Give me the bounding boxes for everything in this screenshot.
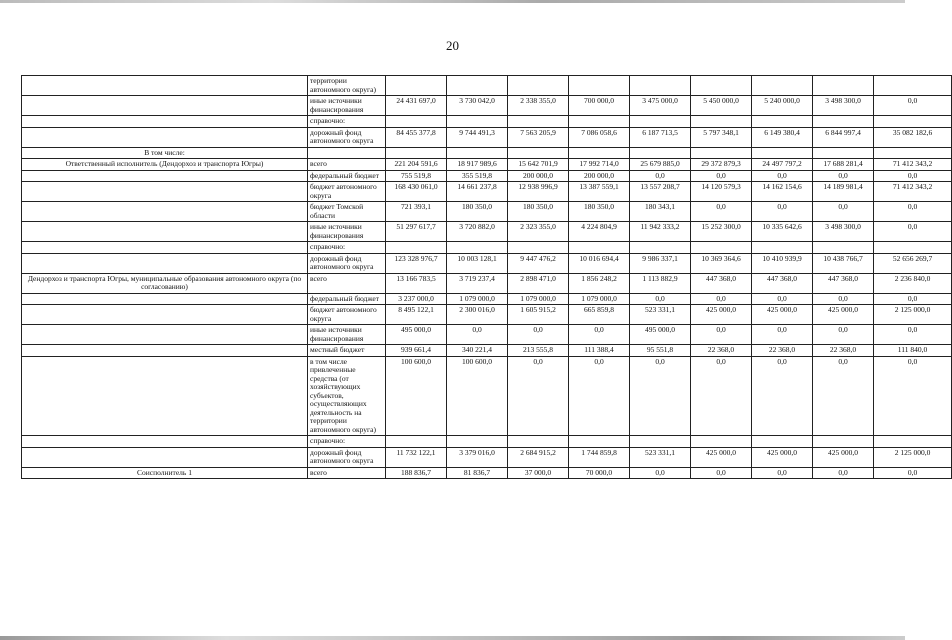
value-cell: 51 297 617,7 <box>386 222 447 242</box>
value-cell: 221 204 591,6 <box>386 159 447 171</box>
value-cell: 18 917 989,6 <box>447 159 508 171</box>
executor-cell: Соисполнитель 1 <box>22 467 308 479</box>
value-cell: 2 338 355,0 <box>508 96 569 116</box>
executor-cell: Ответственный исполнитель (Дендорхоз и транспорта Югры) <box>22 159 308 171</box>
funding-source-cell: иные источники финансирования <box>308 325 386 345</box>
value-cell: 6 149 380,4 <box>752 127 813 147</box>
table-row <box>22 159 952 171</box>
funding-source-cell: дорожный фонд автономного округа <box>308 127 386 147</box>
value-cell <box>508 436 569 448</box>
value-cell: 2 125 000,0 <box>874 447 952 467</box>
value-cell <box>569 436 630 448</box>
value-cell: 188 836,7 <box>386 467 447 479</box>
value-cell: 37 000,0 <box>508 467 569 479</box>
value-cell <box>813 436 874 448</box>
value-cell: 0,0 <box>691 356 752 436</box>
value-cell: 523 331,1 <box>630 305 691 325</box>
value-cell <box>630 242 691 254</box>
executor-cell <box>22 293 308 305</box>
value-cell: 180 343,1 <box>630 202 691 222</box>
value-cell: 0,0 <box>691 325 752 345</box>
value-cell: 2 300 016,0 <box>447 305 508 325</box>
value-cell: 0,0 <box>874 293 952 305</box>
table-row <box>22 253 952 273</box>
value-cell: 8 495 122,1 <box>386 305 447 325</box>
executor-cell <box>22 127 308 147</box>
value-cell: 4 224 804,9 <box>569 222 630 242</box>
value-cell: 200 000,0 <box>508 170 569 182</box>
funding-source-cell: справочно: <box>308 242 386 254</box>
value-cell: 447 368,0 <box>813 273 874 293</box>
funding-source-cell: дорожный фонд автономного округа <box>308 447 386 467</box>
value-cell: 22 368,0 <box>691 345 752 357</box>
value-cell <box>447 436 508 448</box>
value-cell: 0,0 <box>874 356 952 436</box>
table-row <box>22 127 952 147</box>
value-cell <box>447 147 508 159</box>
value-cell <box>447 242 508 254</box>
value-cell: 1 113 882,9 <box>630 273 691 293</box>
value-cell: 0,0 <box>874 467 952 479</box>
value-cell: 25 679 885,0 <box>630 159 691 171</box>
value-cell: 9 744 491,3 <box>447 127 508 147</box>
value-cell: 1 605 915,2 <box>508 305 569 325</box>
value-cell: 14 189 981,4 <box>813 182 874 202</box>
funding-source-cell: бюджет Томской области <box>308 202 386 222</box>
value-cell: 495 000,0 <box>630 325 691 345</box>
value-cell <box>569 116 630 128</box>
value-cell <box>569 76 630 96</box>
value-cell: 0,0 <box>569 325 630 345</box>
executor-cell <box>22 170 308 182</box>
value-cell: 425 000,0 <box>691 447 752 467</box>
value-cell: 1 079 000,0 <box>447 293 508 305</box>
value-cell: 84 455 377,8 <box>386 127 447 147</box>
value-cell: 70 000,0 <box>569 467 630 479</box>
table-row <box>22 76 952 96</box>
value-cell <box>874 116 952 128</box>
funding-source-cell: федеральный бюджет <box>308 293 386 305</box>
funding-source-cell: иные источники финансирования <box>308 96 386 116</box>
value-cell: 2 323 355,0 <box>508 222 569 242</box>
value-cell: 0,0 <box>813 170 874 182</box>
executor-cell <box>22 202 308 222</box>
value-cell: 14 661 237,8 <box>447 182 508 202</box>
value-cell: 10 410 939,9 <box>752 253 813 273</box>
table-row <box>22 293 952 305</box>
value-cell: 0,0 <box>813 356 874 436</box>
table-row <box>22 467 952 479</box>
value-cell: 0,0 <box>813 325 874 345</box>
executor-cell <box>22 356 308 436</box>
value-cell: 5 797 348,1 <box>691 127 752 147</box>
value-cell: 0,0 <box>691 467 752 479</box>
value-cell <box>752 436 813 448</box>
value-cell <box>691 242 752 254</box>
value-cell: 123 328 976,7 <box>386 253 447 273</box>
funding-source-cell <box>308 147 386 159</box>
table-row <box>22 96 952 116</box>
value-cell <box>508 76 569 96</box>
executor-cell <box>22 222 308 242</box>
executor-cell <box>22 325 308 345</box>
value-cell <box>386 147 447 159</box>
value-cell: 10 003 128,1 <box>447 253 508 273</box>
table-row <box>22 273 952 293</box>
value-cell <box>691 116 752 128</box>
value-cell: 5 240 000,0 <box>752 96 813 116</box>
value-cell: 425 000,0 <box>691 305 752 325</box>
value-cell: 1 856 248,2 <box>569 273 630 293</box>
value-cell <box>874 436 952 448</box>
value-cell: 3 237 000,0 <box>386 293 447 305</box>
value-cell: 0,0 <box>752 467 813 479</box>
value-cell: 447 368,0 <box>691 273 752 293</box>
table-row <box>22 356 952 436</box>
value-cell: 180 350,0 <box>447 202 508 222</box>
value-cell: 0,0 <box>691 202 752 222</box>
value-cell: 9 447 476,2 <box>508 253 569 273</box>
value-cell: 213 555,8 <box>508 345 569 357</box>
value-cell: 11 942 333,2 <box>630 222 691 242</box>
value-cell <box>508 116 569 128</box>
executor-cell <box>22 447 308 467</box>
value-cell <box>874 76 952 96</box>
value-cell: 0,0 <box>630 170 691 182</box>
value-cell: 1 079 000,0 <box>508 293 569 305</box>
value-cell: 17 688 281,4 <box>813 159 874 171</box>
value-cell <box>386 76 447 96</box>
value-cell: 425 000,0 <box>752 305 813 325</box>
value-cell <box>569 242 630 254</box>
table-row <box>22 202 952 222</box>
value-cell: 0,0 <box>813 293 874 305</box>
value-cell: 180 350,0 <box>508 202 569 222</box>
value-cell <box>752 242 813 254</box>
value-cell: 2 125 000,0 <box>874 305 952 325</box>
value-cell <box>386 436 447 448</box>
executor-cell <box>22 242 308 254</box>
value-cell <box>691 147 752 159</box>
value-cell: 755 519,8 <box>386 170 447 182</box>
value-cell: 2 236 840,0 <box>874 273 952 293</box>
executor-cell <box>22 182 308 202</box>
value-cell: 3 720 882,0 <box>447 222 508 242</box>
value-cell: 13 166 783,5 <box>386 273 447 293</box>
funding-source-cell: справочно: <box>308 436 386 448</box>
scan-edge-bottom <box>0 636 905 640</box>
value-cell: 0,0 <box>630 293 691 305</box>
value-cell <box>630 116 691 128</box>
executor-cell <box>22 436 308 448</box>
value-cell: 52 656 269,7 <box>874 253 952 273</box>
value-cell: 425 000,0 <box>813 305 874 325</box>
table-row <box>22 116 952 128</box>
executor-cell <box>22 116 308 128</box>
funding-source-cell: справочно: <box>308 116 386 128</box>
value-cell: 10 438 766,7 <box>813 253 874 273</box>
table-row <box>22 305 952 325</box>
value-cell: 14 120 579,3 <box>691 182 752 202</box>
executor-cell <box>22 76 308 96</box>
value-cell: 0,0 <box>752 325 813 345</box>
value-cell: 9 986 337,1 <box>630 253 691 273</box>
value-cell: 0,0 <box>874 96 952 116</box>
value-cell: 0,0 <box>447 325 508 345</box>
value-cell <box>752 76 813 96</box>
value-cell: 22 368,0 <box>813 345 874 357</box>
value-cell: 0,0 <box>508 356 569 436</box>
value-cell: 0,0 <box>813 202 874 222</box>
value-cell: 15 252 300,0 <box>691 222 752 242</box>
value-cell: 0,0 <box>691 170 752 182</box>
value-cell: 111 840,0 <box>874 345 952 357</box>
executor-cell <box>22 96 308 116</box>
value-cell: 523 331,1 <box>630 447 691 467</box>
value-cell: 12 938 996,9 <box>508 182 569 202</box>
value-cell <box>813 242 874 254</box>
value-cell: 0,0 <box>569 356 630 436</box>
value-cell: 665 859,8 <box>569 305 630 325</box>
value-cell: 6 187 713,5 <box>630 127 691 147</box>
value-cell: 0,0 <box>874 202 952 222</box>
page-number: 20 <box>446 38 459 53</box>
value-cell <box>813 116 874 128</box>
executor-cell: Дендорхоз и транспорта Югры, муниципальные образования автономного округа (по согласованию) <box>22 273 308 293</box>
value-cell: 100 600,0 <box>447 356 508 436</box>
value-cell: 10 335 642,6 <box>752 222 813 242</box>
value-cell: 24 431 697,0 <box>386 96 447 116</box>
value-cell <box>630 436 691 448</box>
value-cell: 355 519,8 <box>447 170 508 182</box>
value-cell <box>874 242 952 254</box>
value-cell: 11 732 122,1 <box>386 447 447 467</box>
value-cell <box>691 436 752 448</box>
funding-source-cell: местный бюджет <box>308 345 386 357</box>
executor-cell <box>22 305 308 325</box>
value-cell: 24 497 797,2 <box>752 159 813 171</box>
table-row <box>22 147 952 159</box>
funding-source-cell: всего <box>308 159 386 171</box>
table-row <box>22 182 952 202</box>
value-cell: 721 393,1 <box>386 202 447 222</box>
funding-source-cell: всего <box>308 467 386 479</box>
value-cell <box>752 116 813 128</box>
value-cell: 0,0 <box>752 170 813 182</box>
value-cell: 3 498 300,0 <box>813 96 874 116</box>
value-cell <box>447 116 508 128</box>
value-cell: 0,0 <box>752 356 813 436</box>
value-cell: 13 557 208,7 <box>630 182 691 202</box>
value-cell <box>752 147 813 159</box>
value-cell: 17 992 714,0 <box>569 159 630 171</box>
value-cell: 2 898 471,0 <box>508 273 569 293</box>
value-cell <box>691 76 752 96</box>
value-cell: 81 836,7 <box>447 467 508 479</box>
value-cell: 6 844 997,4 <box>813 127 874 147</box>
value-cell: 425 000,0 <box>752 447 813 467</box>
value-cell <box>630 147 691 159</box>
funding-source-cell: всего <box>308 273 386 293</box>
value-cell: 939 661,4 <box>386 345 447 357</box>
value-cell: 0,0 <box>630 356 691 436</box>
funding-source-cell: бюджет автономного округа <box>308 182 386 202</box>
value-cell: 447 368,0 <box>752 273 813 293</box>
value-cell: 29 372 879,3 <box>691 159 752 171</box>
value-cell <box>813 147 874 159</box>
scan-edge-top <box>0 0 905 3</box>
value-cell: 3 475 000,0 <box>630 96 691 116</box>
value-cell: 0,0 <box>874 325 952 345</box>
funding-source-cell: иные источники финансирования <box>308 222 386 242</box>
value-cell: 100 600,0 <box>386 356 447 436</box>
funding-source-cell: в том числе привлеченные средства (от хозяйствующих субъектов, осуществляющих деятельность на территории автономного округа) <box>308 356 386 436</box>
value-cell <box>874 147 952 159</box>
executor-cell <box>22 345 308 357</box>
table-row <box>22 222 952 242</box>
value-cell <box>386 242 447 254</box>
value-cell: 0,0 <box>752 293 813 305</box>
executor-cell <box>22 253 308 273</box>
value-cell: 495 000,0 <box>386 325 447 345</box>
value-cell: 1 744 859,8 <box>569 447 630 467</box>
value-cell: 95 551,8 <box>630 345 691 357</box>
value-cell: 3 379 016,0 <box>447 447 508 467</box>
value-cell: 168 430 061,0 <box>386 182 447 202</box>
value-cell: 700 000,0 <box>569 96 630 116</box>
funding-source-cell: федеральный бюджет <box>308 170 386 182</box>
value-cell: 0,0 <box>630 467 691 479</box>
table-row <box>22 170 952 182</box>
value-cell: 425 000,0 <box>813 447 874 467</box>
value-cell: 7 563 205,9 <box>508 127 569 147</box>
table-row <box>22 447 952 467</box>
value-cell: 0,0 <box>874 222 952 242</box>
value-cell: 0,0 <box>813 467 874 479</box>
table-row <box>22 345 952 357</box>
value-cell: 0,0 <box>691 293 752 305</box>
budget-table <box>21 75 952 479</box>
value-cell <box>569 147 630 159</box>
value-cell: 340 221,4 <box>447 345 508 357</box>
table-row <box>22 436 952 448</box>
value-cell: 180 350,0 <box>569 202 630 222</box>
table-row <box>22 325 952 345</box>
value-cell <box>508 147 569 159</box>
value-cell: 3 719 237,4 <box>447 273 508 293</box>
value-cell: 5 450 000,0 <box>691 96 752 116</box>
table-row <box>22 242 952 254</box>
value-cell: 1 079 000,0 <box>569 293 630 305</box>
value-cell: 10 016 694,4 <box>569 253 630 273</box>
value-cell: 7 086 058,6 <box>569 127 630 147</box>
value-cell: 200 000,0 <box>569 170 630 182</box>
value-cell <box>630 76 691 96</box>
value-cell: 0,0 <box>508 325 569 345</box>
value-cell: 0,0 <box>874 170 952 182</box>
value-cell: 111 388,4 <box>569 345 630 357</box>
value-cell: 13 387 559,1 <box>569 182 630 202</box>
value-cell: 0,0 <box>752 202 813 222</box>
value-cell: 10 369 364,6 <box>691 253 752 273</box>
funding-source-cell: территории автономного округа) <box>308 76 386 96</box>
value-cell <box>813 76 874 96</box>
value-cell: 3 730 042,0 <box>447 96 508 116</box>
value-cell: 35 082 182,6 <box>874 127 952 147</box>
value-cell: 2 684 915,2 <box>508 447 569 467</box>
value-cell <box>386 116 447 128</box>
value-cell <box>447 76 508 96</box>
value-cell: 22 368,0 <box>752 345 813 357</box>
value-cell: 71 412 343,2 <box>874 182 952 202</box>
funding-source-cell: бюджет автономного округа <box>308 305 386 325</box>
executor-cell: В том числе: <box>22 147 308 159</box>
value-cell: 3 498 300,0 <box>813 222 874 242</box>
value-cell: 14 162 154,6 <box>752 182 813 202</box>
funding-source-cell: дорожный фонд автономного округа <box>308 253 386 273</box>
value-cell: 71 412 343,2 <box>874 159 952 171</box>
value-cell <box>508 242 569 254</box>
value-cell: 15 642 701,9 <box>508 159 569 171</box>
